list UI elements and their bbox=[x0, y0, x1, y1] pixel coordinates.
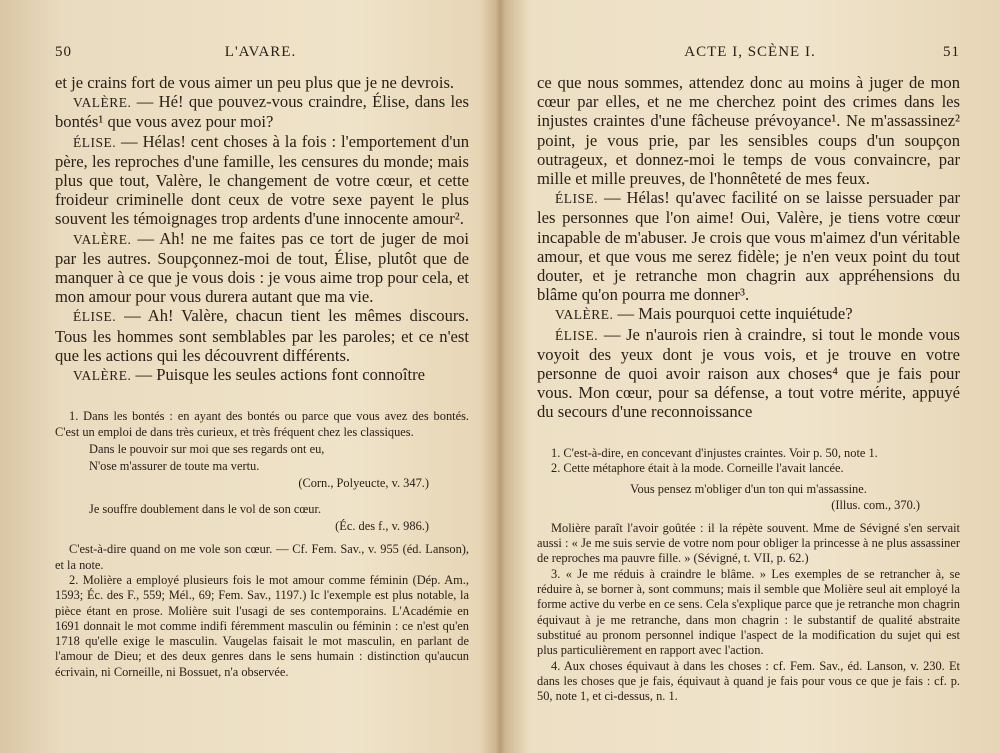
footnote: 3. « Je me réduis à craindre le blâme. » Les exemples de se retrancher à, se réduire à, se borner à, sont communs; mais il semble que Molière seul ait employé la forme active du verbe en ce sens. Cela s'explique parce que je retranche mon chagrin équivaut à je me retranche, dans mon chagrin : le substantif de qualité abstraite substitué au pronom personnel indique l'aspect de la modification du sujet qui est plus particulièrement en rapport avec l'action. bbox=[537, 566, 960, 658]
paragraph bbox=[537, 325, 960, 422]
speaker-name: VALÈRE. bbox=[73, 231, 132, 247]
right-running-head bbox=[537, 44, 960, 61]
speaker-name: VALÈRE. bbox=[73, 95, 132, 111]
left-page-number: 50 bbox=[55, 44, 72, 60]
right-page bbox=[503, 0, 1000, 753]
speech-text: — Ah! Valère, chacun tient les mêmes discours. Tous les hommes sont semblables par les paroles; et ce n'est que les actions qui les découvrent différents. bbox=[55, 306, 469, 365]
right-running-title: ACTE I, SCÈNE I. bbox=[684, 44, 816, 60]
speech-text: — Ah! ne me faites pas ce tort de juger de moi par les autres. Soupçonnez-moi de tout, Élise, plutôt que de manquer à ce que je vous dois : je vous aime trop pour cela, et mon amour pour vous durera autant que ma vie. bbox=[55, 228, 469, 307]
quoted-verse: N'ose m'assurer de toute ma vertu. bbox=[89, 459, 260, 474]
speech-text: — Mais pourquoi cette inquiétude? bbox=[613, 304, 853, 324]
speaker-name: VALÈRE. bbox=[555, 307, 614, 323]
left-body-text bbox=[55, 73, 469, 385]
speaker-name: ÉLISE. bbox=[555, 327, 599, 343]
paragraph bbox=[537, 188, 960, 304]
speaker-name: ÉLISE. bbox=[73, 134, 117, 150]
right-page-number: 51 bbox=[942, 44, 960, 60]
paragraph bbox=[537, 304, 960, 324]
paragraph bbox=[55, 92, 469, 131]
paragraph bbox=[537, 73, 960, 188]
left-running-title: L'AVARE. bbox=[224, 44, 297, 60]
citation: (Corn., Polyeucte, v. 347.) bbox=[298, 476, 429, 491]
left-running-head bbox=[55, 44, 469, 61]
note-spacer bbox=[55, 492, 469, 500]
speech-text: — Hélas! qu'avec facilité on se laisse persuader par les personnes que l'on aime! Oui, Valère, je tiens votre cœur incapable de m'abuser. Je crois que vous m'aimez d'un véritable amour, et que vous me serez fidèle; je n'en veux point du tout douter, et je retranche mon chagrin aux appréhensions du blâme qu'on pourra me donner³. bbox=[537, 188, 960, 305]
left-page bbox=[0, 0, 497, 753]
footnote: Molière paraît l'avoir goûtée : il la répète souvent. Mme de Sévigné s'en servait aussi : « Je me suis servie de votre nom pour obliger la princesse à ne plus assassiner de reproches ma pauvre fille. » (Sévigné, t. VII, p. 62.) bbox=[537, 520, 960, 566]
paragraph bbox=[55, 306, 469, 365]
speech-text: — Je n'aurois rien à craindre, si tout le monde vous voyoit des yeux dont je vous vois, et je trouve en votre personne de quoi avoir raison aux choses⁴ que je fais pour vous. Mon cœur, pour sa défense, a tout votre mérite, appuyé du secours d'une reconnoissance bbox=[537, 324, 960, 422]
quoted-verse: Dans le pouvoir sur moi que ses regards ont eu, bbox=[89, 441, 325, 456]
quoted-verse: Je souffre doublement dans le vol de son cœur. bbox=[89, 501, 322, 516]
right-body-text bbox=[537, 73, 960, 422]
paragraph bbox=[55, 365, 469, 385]
footnote: 2. Molière a employé plusieurs fois le mot amour comme féminin (Dép. Am., 1593; Éc. des F., 559; Mél., 69; Fem. Sav., 1197.) Ic l'exemple est plus notable, la pièce étant en prose. Molière suit l'usagi de ses contemporains. L'Académie en 1691 donnait le mot comme indifi féremment masculin ou féminin : ce n'est qu'en 1718 qu'elle exige le masculin. Vaugelas faisait le mot masculin, en parlant de l'amour de Dieu; et des deux genres dans le sens humain : distinction qu'aucun écrivain, ni Corneille, ni Bossuet, n'a observée. bbox=[55, 572, 469, 679]
right-footnotes bbox=[537, 446, 960, 705]
footnote: 1. Dans les bontés : en ayant des bontés ou parce que vous avez des bontés. C'est un emploi de dans très curieux, et très fréquent chez les classiques. bbox=[55, 409, 469, 439]
speaker-name: VALÈRE. bbox=[73, 368, 132, 384]
quoted-verse: Vous pensez m'obliger d'un ton qui m'assassine. bbox=[630, 482, 867, 497]
note-spacer bbox=[537, 513, 960, 521]
note-spacer bbox=[55, 534, 469, 542]
speaker-name: ÉLISE. bbox=[73, 309, 117, 325]
speech-text: — Puisque les seules actions font connoître bbox=[131, 365, 425, 385]
footnote: 1. C'est-à-dire, en concevant d'injustes craintes. Voir p. 50, note 1. bbox=[551, 445, 878, 460]
speech-text: — Hélas! cent choses à la fois : l'emportement d'un père, les reproches d'une famille, les censures du monde; mais plus que tout, Valère, le changement de votre cœur, et cette froideur criminelle dont ceux de votre sexe payent le plus souvent les témoignages trop ardents d'une innocente amour². bbox=[55, 131, 469, 229]
paragraph bbox=[55, 132, 469, 229]
footnote: C'est-à-dire quand on me vole son cœur. — Cf. Fem. Sav., v. 955 (éd. Lanson), et la note. bbox=[55, 542, 469, 572]
left-footnotes bbox=[55, 409, 469, 680]
footnote: 4. Aux choses équivaut à dans les choses : cf. Fem. Sav., éd. Lanson, v. 230. Et dans les choses que je fais, équivaut à quand je fais pour vous ce que je fais : cf. p. 50, note 1, et ci-dessus, n. 1. bbox=[537, 658, 960, 704]
speech-text: ce que nous sommes, attendez donc au moins à juger de mon cœur par elles, et ne me cherchez point des crimes dans les injustes craintes d'une fâcheuse prévoyance¹. Ne m'assassinez² point, je vous prie, par les sensibles coups d'un soupçon outrageux, et donnez-moi le temps de vous convaincre, par mille et mille preuves, de l'honnêteté de mes feux. bbox=[537, 73, 960, 189]
speech-text: et je crains fort de vous aimer un peu plus que je ne devrois. bbox=[55, 73, 455, 92]
footnote: 2. Cette métaphore était à la mode. Corneille l'avait lancée. bbox=[551, 460, 844, 475]
citation: (Illus. com., 370.) bbox=[831, 497, 920, 512]
citation: (Éc. des f., v. 986.) bbox=[335, 519, 429, 534]
speech-text: — Hé! que pouvez-vous craindre, Élise, dans les bontés¹ que vous avez pour moi? bbox=[55, 92, 469, 132]
paragraph bbox=[55, 73, 469, 92]
paragraph bbox=[55, 229, 469, 307]
speaker-name: ÉLISE. bbox=[555, 191, 599, 207]
